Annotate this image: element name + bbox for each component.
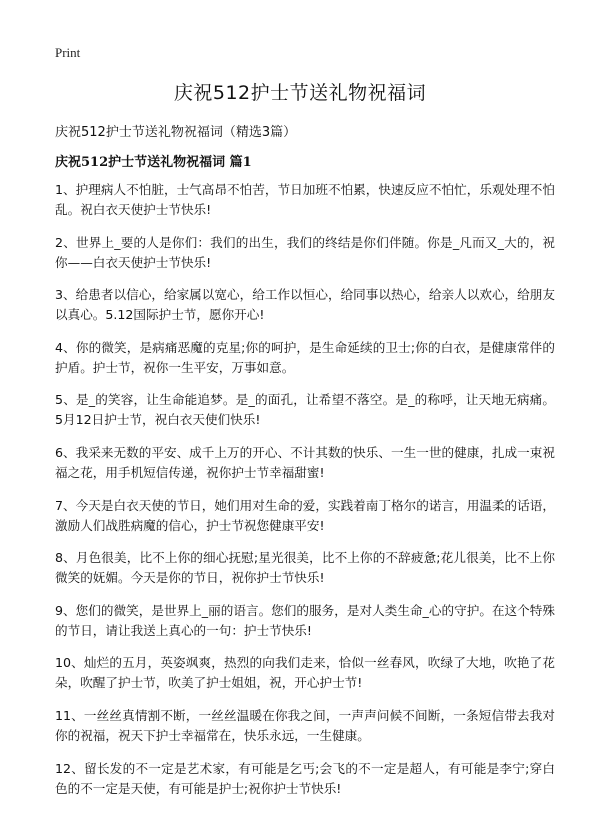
list-item: 5、是_的笑容，让生命能追梦。是_的面孔，让希望不落空。是_的称呼，让天地无病痛。5月12日护士节，祝白衣天使们快乐! <box>55 392 555 428</box>
list-item: 7、今天是白衣天使的节日，她们用对生命的爱，实践着南丁格尔的诺言，用温柔的话语，激励人们战胜病魔的信心，护士节祝您健康平安! <box>55 497 555 533</box>
blessing-list <box>55 180 555 811</box>
section-heading: 庆祝512护士节送礼物祝福词 篇1 <box>55 155 252 170</box>
print-link[interactable]: Print <box>55 45 81 60</box>
list-item: 10、灿烂的五月，英姿飒爽，热烈的向我们走来，恰似一丝春风，吹绿了大地，吹艳了花朵，吹醒了护士节，吹美了护士姐姐，祝，开心护士节! <box>55 655 555 691</box>
document-title: 庆祝512护士节送礼物祝福词 <box>173 82 427 104</box>
list-item: 3、给患者以信心，给家属以宽心，给工作以恒心，给同事以热心，给亲人以欢心，给朋友以真心。5.12国际护士节，愿你开心! <box>55 287 555 323</box>
list-item: 6、我采来无数的平安、成千上万的开心、不计其数的快乐、一生一世的健康，扎成一束祝福之花，用手机短信传递，祝你护士节幸福甜蜜! <box>55 444 555 480</box>
list-item: 2、世界上_要的人是你们：我们的出生，我们的终结是你们伴随。你是_凡而又_大的，祝你——白衣天使护士节快乐! <box>55 234 555 270</box>
document-subtitle: 庆祝512护士节送礼物祝福词（精选3篇） <box>55 125 297 140</box>
list-item: 9、您们的微笑，是世界上_丽的语言。您们的服务，是对人类生命_心的守护。在这个特殊的节日，请让我送上真心的一句：护士节快乐! <box>55 602 555 638</box>
list-item: 1、护理病人不怕脏，士气高昂不怕苦，节日加班不怕累，快速反应不怕忙，乐观处理不怕乱。祝白衣天使护士节快乐! <box>55 182 555 217</box>
list-item: 11、一丝丝真情割不断，一丝丝温暖在你我之间，一声声问候不间断，一条短信带去我对你的祝福，祝天下护士幸福常在，快乐永远，一生健康。 <box>55 707 555 743</box>
list-item: 12、留长发的不一定是艺术家，有可能是乞丐;会飞的不一定是超人，有可能是李宁;穿白色的不一定是天使，有可能是护士;祝你护士节快乐! <box>55 760 555 796</box>
list-item: 8、月色很美，比不上你的细心抚慰;星光很美，比不上你的不辞疲惫;花儿很美，比不上你微笑的妩媚。今天是你的节日，祝你护士节快乐! <box>55 550 555 586</box>
list-item: 4、你的微笑，是病痛恶魔的克星;你的呵护，是生命延续的卫士;你的白衣，是健康常伴的护盾。护士节，祝你一生平安，万事如意。 <box>55 339 555 375</box>
